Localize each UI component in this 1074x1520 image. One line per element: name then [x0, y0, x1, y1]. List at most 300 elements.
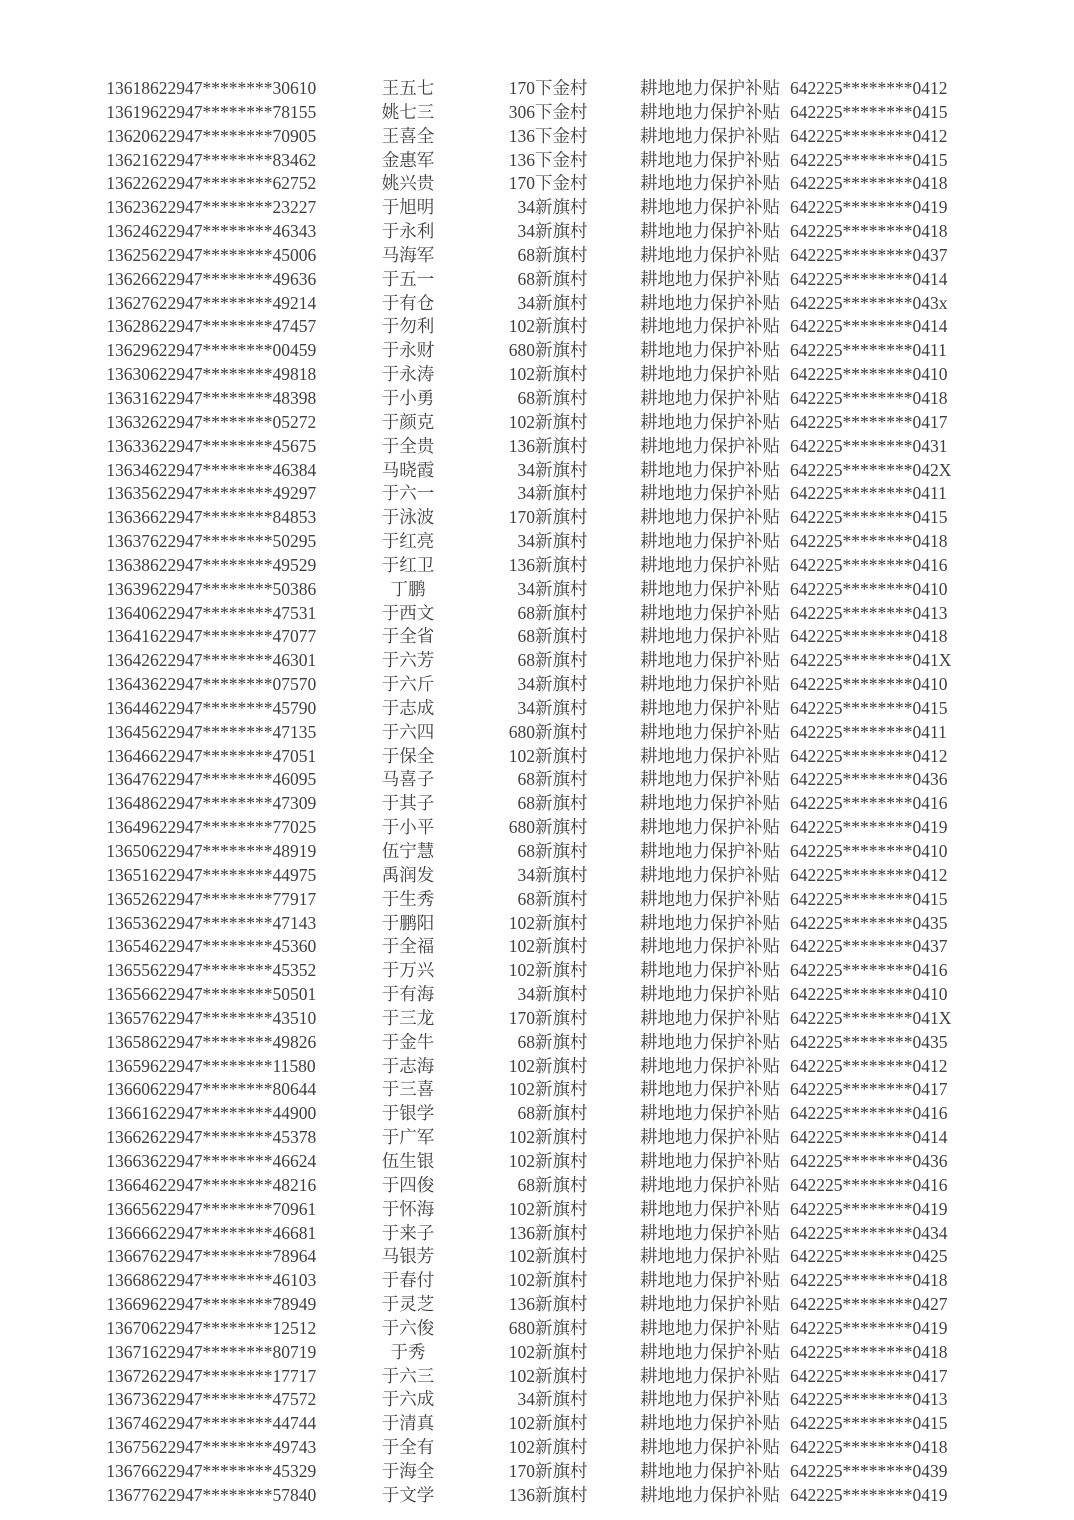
subsidy-amount: 102 [508, 960, 535, 981]
table-row [0, 602, 1074, 626]
table-row [0, 816, 1074, 840]
village-name: 新旗村 [535, 483, 588, 504]
subsidy-program: 耕地地力保护补贴 [640, 101, 780, 122]
id-number-masked: 622947********70905 [150, 125, 317, 146]
person-name: 姚兴贵 [381, 173, 435, 194]
subsidy-program: 耕地地力保护补贴 [640, 149, 780, 170]
subsidy-amount: 136 [508, 125, 535, 146]
table-row [0, 935, 1074, 959]
village-name: 新旗村 [535, 459, 588, 480]
village-name: 新旗村 [535, 1127, 588, 1148]
village-name: 新旗村 [535, 1150, 588, 1171]
subsidy-program: 耕地地力保护补贴 [640, 674, 780, 695]
subsidy-program: 耕地地力保护补贴 [640, 364, 780, 385]
person-name: 于六成 [381, 1389, 435, 1410]
row-number: 13673 [106, 1389, 150, 1410]
village-name: 新旗村 [535, 1484, 588, 1505]
person-name: 于西文 [381, 602, 435, 623]
subsidy-program: 耕地地力保护补贴 [640, 1150, 780, 1171]
village-name: 新旗村 [535, 674, 588, 695]
id-number-masked: 622947********46384 [150, 459, 317, 480]
bank-account-masked: 642225********0417 [790, 1365, 948, 1386]
village-name: 新旗村 [535, 1317, 588, 1338]
subsidy-amount: 680 [508, 340, 535, 361]
subsidy-program: 耕地地力保护补贴 [640, 888, 780, 909]
subsidy-amount: 170 [508, 1007, 535, 1028]
village-name: 新旗村 [535, 1246, 588, 1267]
person-name: 于有仓 [381, 292, 435, 313]
person-name: 于全省 [381, 626, 435, 647]
subsidy-program: 耕地地力保护补贴 [640, 817, 780, 838]
subsidy-amount: 102 [508, 936, 535, 957]
table-row [0, 1245, 1074, 1269]
id-number-masked: 622947********48398 [150, 387, 317, 408]
id-number-masked: 622947********47531 [150, 602, 317, 623]
id-number-masked: 622947********45790 [150, 697, 317, 718]
id-number-masked: 622947********46624 [150, 1150, 317, 1171]
id-number-masked: 622947********50295 [150, 531, 317, 552]
subsidy-program: 耕地地力保护补贴 [640, 745, 780, 766]
village-name: 新旗村 [535, 769, 588, 790]
bank-account-masked: 642225********0439 [790, 1460, 948, 1481]
subsidy-amount: 68 [517, 1031, 535, 1052]
subsidy-amount: 68 [517, 387, 535, 408]
row-number: 13653 [106, 912, 150, 933]
subsidy-amount: 34 [517, 531, 535, 552]
person-name: 于保全 [381, 745, 435, 766]
table-row [0, 196, 1074, 220]
id-number-masked: 622947********47457 [150, 316, 317, 337]
subsidy-amount: 680 [508, 721, 535, 742]
subsidy-program: 耕地地力保护补贴 [640, 125, 780, 146]
bank-account-masked: 642225********042X [790, 459, 952, 480]
bank-account-masked: 642225********0419 [790, 1317, 948, 1338]
table-row [0, 792, 1074, 816]
person-name: 伍宁慧 [381, 841, 435, 861]
bank-account-masked: 642225********0410 [790, 674, 948, 695]
subsidy-program: 耕地地力保护补贴 [640, 387, 780, 408]
bank-account-masked: 642225********0414 [790, 1127, 948, 1148]
row-number: 13662 [106, 1127, 150, 1148]
subsidy-program: 耕地地力保护补贴 [640, 721, 780, 742]
row-number: 13669 [106, 1294, 150, 1315]
person-name: 马银芳 [381, 1246, 435, 1267]
subsidy-amount: 102 [508, 1198, 535, 1219]
village-name: 新旗村 [535, 435, 588, 456]
row-number: 13641 [106, 626, 150, 647]
subsidy-program: 耕地地力保护补贴 [640, 864, 780, 885]
person-name: 于三喜 [381, 1079, 435, 1100]
person-name: 于其子 [381, 793, 435, 814]
subsidy-program: 耕地地力保护补贴 [640, 960, 780, 981]
person-name: 于永财 [381, 340, 435, 361]
id-number-masked: 622947********62752 [150, 173, 317, 194]
id-number-masked: 622947********46301 [150, 650, 317, 671]
row-number: 13656 [106, 984, 150, 1005]
bank-account-masked: 642225********0416 [790, 554, 948, 575]
row-number: 13672 [106, 1365, 150, 1386]
id-number-masked: 622947********44975 [150, 864, 317, 885]
subsidy-amount: 34 [517, 697, 535, 718]
village-name: 新旗村 [535, 244, 588, 265]
bank-account-masked: 642225********0418 [790, 1270, 948, 1291]
village-name: 下金村 [535, 149, 588, 170]
bank-account-masked: 642225********0417 [790, 1079, 948, 1100]
table-row [0, 1055, 1074, 1079]
id-number-masked: 622947********46103 [150, 1270, 317, 1291]
id-number-masked: 622947********77025 [150, 817, 317, 838]
subsidy-program: 耕地地力保护补贴 [640, 1007, 780, 1028]
subsidy-amount: 136 [508, 554, 535, 575]
subsidy-program: 耕地地力保护补贴 [640, 793, 780, 814]
village-name: 新旗村 [535, 984, 588, 1005]
subsidy-amount: 136 [508, 1484, 535, 1505]
subsidy-amount: 34 [517, 864, 535, 885]
subsidy-program: 耕地地力保护补贴 [640, 1413, 780, 1434]
village-name: 新旗村 [535, 721, 588, 742]
bank-account-masked: 642225********0413 [790, 602, 948, 623]
person-name: 于四俊 [381, 1174, 435, 1195]
table-row [0, 459, 1074, 483]
id-number-masked: 622947********50501 [150, 984, 317, 1005]
id-number-masked: 622947********78155 [150, 101, 317, 122]
village-name: 新旗村 [535, 960, 588, 981]
village-name: 新旗村 [535, 578, 588, 599]
village-name: 新旗村 [535, 1341, 588, 1362]
row-number: 13659 [106, 1055, 150, 1076]
subsidy-program: 耕地地力保护补贴 [640, 602, 780, 623]
village-name: 下金村 [535, 173, 588, 194]
id-number-masked: 622947********44900 [150, 1103, 317, 1124]
table-row [0, 649, 1074, 673]
subsidy-amount: 102 [508, 1413, 535, 1434]
row-number: 13665 [106, 1198, 150, 1219]
row-number: 13667 [106, 1246, 150, 1267]
village-name: 新旗村 [535, 554, 588, 575]
id-number-masked: 622947********48216 [150, 1174, 317, 1195]
table-row [0, 315, 1074, 339]
village-name: 新旗村 [535, 1365, 588, 1386]
subsidy-program: 耕地地力保护补贴 [640, 531, 780, 552]
subsidy-amount: 34 [517, 674, 535, 695]
subsidy-amount: 102 [508, 1365, 535, 1386]
person-name: 于六一 [381, 483, 435, 504]
village-name: 下金村 [535, 78, 588, 98]
subsidy-amount: 102 [508, 364, 535, 385]
table-row [0, 673, 1074, 697]
subsidy-amount: 34 [517, 578, 535, 599]
row-number: 13661 [106, 1103, 150, 1124]
person-name: 王喜全 [381, 125, 435, 146]
village-name: 新旗村 [535, 864, 588, 885]
id-number-masked: 622947********46343 [150, 221, 317, 242]
village-name: 新旗村 [535, 1174, 588, 1195]
row-number: 13646 [106, 745, 150, 766]
row-number: 13626 [106, 268, 150, 289]
row-number: 13677 [106, 1484, 150, 1505]
table-row [0, 125, 1074, 149]
village-name: 新旗村 [535, 1055, 588, 1076]
bank-account-masked: 642225********0418 [790, 531, 948, 552]
id-number-masked: 622947********57840 [150, 1484, 317, 1505]
subsidy-program: 耕地地力保护补贴 [640, 1103, 780, 1124]
subsidy-program: 耕地地力保护补贴 [640, 1270, 780, 1291]
table-row [0, 1198, 1074, 1222]
person-name: 于小勇 [381, 387, 435, 408]
table-row [0, 745, 1074, 769]
id-number-masked: 622947********49297 [150, 483, 317, 504]
row-number: 13634 [106, 459, 150, 480]
bank-account-masked: 642225********0427 [790, 1294, 948, 1315]
subsidy-amount: 170 [508, 78, 535, 98]
table-row [0, 1269, 1074, 1293]
row-number: 13663 [106, 1150, 150, 1171]
table-row [0, 697, 1074, 721]
village-name: 下金村 [535, 125, 588, 146]
subsidy-program: 耕地地力保护补贴 [640, 769, 780, 790]
table-row [0, 1078, 1074, 1102]
bank-account-masked: 642225********0418 [790, 1437, 948, 1458]
table-row [0, 864, 1074, 888]
person-name: 马海军 [381, 244, 435, 265]
subsidy-amount: 102 [508, 912, 535, 933]
table-row [0, 888, 1074, 912]
subsidy-program: 耕地地力保护补贴 [640, 1031, 780, 1052]
subsidy-program: 耕地地力保护补贴 [640, 984, 780, 1005]
subsidy-amount: 34 [517, 292, 535, 313]
bank-account-masked: 642225********0418 [790, 221, 948, 242]
village-name: 新旗村 [535, 650, 588, 671]
row-number: 13654 [106, 936, 150, 957]
subsidy-program: 耕地地力保护补贴 [640, 1127, 780, 1148]
person-name: 于广军 [381, 1127, 435, 1148]
village-name: 新旗村 [535, 602, 588, 623]
person-name: 于六芳 [381, 650, 435, 671]
id-number-masked: 622947********47309 [150, 793, 317, 814]
subsidy-program: 耕地地力保护补贴 [640, 1460, 780, 1481]
person-name: 于勿利 [381, 316, 435, 337]
subsidy-amount: 102 [508, 1246, 535, 1267]
id-number-masked: 622947********80644 [150, 1079, 317, 1100]
table-row [0, 435, 1074, 459]
person-name: 于全福 [381, 936, 435, 957]
row-number: 13664 [106, 1174, 150, 1195]
village-name: 新旗村 [535, 697, 588, 718]
bank-account-masked: 642225********0434 [790, 1222, 948, 1243]
row-number: 13671 [106, 1341, 150, 1362]
bank-account-masked: 642225********0418 [790, 173, 948, 194]
person-name: 于灵芝 [381, 1294, 435, 1315]
person-name: 于生秀 [381, 888, 435, 909]
bank-account-masked: 642225********0415 [790, 888, 948, 909]
person-name: 王五七 [381, 78, 435, 98]
bank-account-masked: 642225********0436 [790, 769, 948, 790]
subsidy-amount: 102 [508, 1437, 535, 1458]
bank-account-masked: 642225********0415 [790, 507, 948, 528]
subsidy-program: 耕地地力保护补贴 [640, 1341, 780, 1362]
id-number-masked: 622947********17717 [150, 1365, 317, 1386]
subsidy-table [0, 77, 1074, 1508]
subsidy-amount: 34 [517, 221, 535, 242]
bank-account-masked: 642225********0414 [790, 316, 948, 337]
bank-account-masked: 642225********0413 [790, 1389, 948, 1410]
id-number-masked: 622947********45352 [150, 960, 317, 981]
row-number: 13637 [106, 531, 150, 552]
id-number-masked: 622947********50386 [150, 578, 317, 599]
bank-account-masked: 642225********0412 [790, 1055, 948, 1076]
person-name: 于秀 [390, 1341, 426, 1362]
person-name: 于六三 [381, 1365, 435, 1386]
village-name: 新旗村 [535, 1103, 588, 1124]
bank-account-masked: 642225********041X [790, 1007, 952, 1028]
id-number-masked: 622947********47143 [150, 912, 317, 933]
subsidy-program: 耕地地力保护补贴 [640, 1484, 780, 1505]
person-name: 于海全 [381, 1460, 435, 1481]
village-name: 新旗村 [535, 531, 588, 552]
id-number-masked: 622947********49743 [150, 1437, 317, 1458]
bank-account-masked: 642225********0437 [790, 244, 948, 265]
table-row [0, 1365, 1074, 1389]
person-name: 于春付 [381, 1270, 435, 1291]
id-number-masked: 622947********78949 [150, 1294, 317, 1315]
village-name: 新旗村 [535, 197, 588, 218]
table-row [0, 220, 1074, 244]
village-name: 新旗村 [535, 411, 588, 432]
village-name: 新旗村 [535, 1198, 588, 1219]
table-row [0, 77, 1074, 101]
subsidy-program: 耕地地力保护补贴 [640, 912, 780, 933]
subsidy-program: 耕地地力保护补贴 [640, 221, 780, 242]
id-number-masked: 622947********80719 [150, 1341, 317, 1362]
id-number-masked: 622947********05272 [150, 411, 317, 432]
table-row [0, 625, 1074, 649]
subsidy-amount: 102 [508, 1270, 535, 1291]
person-name: 于五一 [381, 268, 435, 289]
subsidy-program: 耕地地力保护补贴 [640, 936, 780, 957]
village-name: 新旗村 [535, 1294, 588, 1315]
row-number: 13639 [106, 578, 150, 599]
village-name: 新旗村 [535, 888, 588, 909]
subsidy-program: 耕地地力保护补贴 [640, 1174, 780, 1195]
person-name: 于旭明 [381, 197, 435, 218]
person-name: 于六斤 [381, 674, 435, 695]
person-name: 金惠军 [381, 149, 435, 170]
table-row [0, 1150, 1074, 1174]
table-row [0, 721, 1074, 745]
subsidy-amount: 68 [517, 268, 535, 289]
row-number: 13670 [106, 1317, 150, 1338]
subsidy-amount: 136 [508, 1222, 535, 1243]
id-number-masked: 622947********45006 [150, 244, 317, 265]
bank-account-masked: 642225********0435 [790, 1031, 948, 1052]
row-number: 13657 [106, 1007, 150, 1028]
subsidy-program: 耕地地力保护补贴 [640, 316, 780, 337]
person-name: 于怀海 [381, 1198, 435, 1219]
subsidy-amount: 68 [517, 769, 535, 790]
table-row [0, 912, 1074, 936]
row-number: 13635 [106, 483, 150, 504]
person-name: 于金牛 [381, 1031, 435, 1052]
row-number: 13619 [106, 101, 150, 122]
subsidy-amount: 102 [508, 1127, 535, 1148]
table-row [0, 1174, 1074, 1198]
subsidy-program: 耕地地力保护补贴 [640, 697, 780, 718]
table-row [0, 1460, 1074, 1484]
id-number-masked: 622947********45378 [150, 1127, 317, 1148]
village-name: 新旗村 [535, 268, 588, 289]
village-name: 新旗村 [535, 1437, 588, 1458]
person-name: 于来子 [381, 1222, 435, 1243]
id-number-masked: 622947********47051 [150, 745, 317, 766]
bank-account-masked: 642225********0435 [790, 912, 948, 933]
subsidy-amount: 34 [517, 459, 535, 480]
person-name: 伍生银 [381, 1150, 435, 1171]
village-name: 新旗村 [535, 316, 588, 337]
person-name: 于泳波 [381, 507, 435, 528]
row-number: 13647 [106, 769, 150, 790]
bank-account-masked: 642225********0418 [790, 387, 948, 408]
village-name: 新旗村 [535, 793, 588, 814]
row-number: 13624 [106, 221, 150, 242]
person-name: 于志海 [381, 1055, 435, 1076]
table-row [0, 1126, 1074, 1150]
row-number: 13632 [106, 411, 150, 432]
person-name: 于银学 [381, 1103, 435, 1124]
row-number: 13625 [106, 244, 150, 265]
bank-account-masked: 642225********0425 [790, 1246, 948, 1267]
table-row [0, 1484, 1074, 1508]
person-name: 马喜子 [381, 769, 435, 790]
table-row [0, 1222, 1074, 1246]
table-row [0, 292, 1074, 316]
bank-account-masked: 642225********0411 [790, 340, 947, 361]
table-row [0, 554, 1074, 578]
subsidy-amount: 68 [517, 888, 535, 909]
subsidy-amount: 68 [517, 841, 535, 861]
id-number-masked: 622947********45675 [150, 435, 317, 456]
person-name: 于全有 [381, 1437, 435, 1458]
subsidy-program: 耕地地力保护补贴 [640, 1055, 780, 1076]
row-number: 13621 [106, 149, 150, 170]
id-number-masked: 622947********49636 [150, 268, 317, 289]
id-number-masked: 622947********44744 [150, 1413, 317, 1434]
subsidy-program: 耕地地力保护补贴 [640, 507, 780, 528]
bank-account-masked: 642225********0416 [790, 960, 948, 981]
village-name: 新旗村 [535, 626, 588, 647]
subsidy-amount: 136 [508, 435, 535, 456]
table-row [0, 149, 1074, 173]
subsidy-amount: 170 [508, 507, 535, 528]
person-name: 马晓霞 [381, 459, 435, 480]
row-number: 13643 [106, 674, 150, 695]
id-number-masked: 622947********46681 [150, 1222, 317, 1243]
subsidy-program: 耕地地力保护补贴 [640, 244, 780, 265]
table-row [0, 339, 1074, 363]
id-number-masked: 622947********46095 [150, 769, 317, 790]
table-row [0, 1007, 1074, 1031]
subsidy-program: 耕地地力保护补贴 [640, 1198, 780, 1219]
id-number-masked: 622947********49529 [150, 554, 317, 575]
subsidy-program: 耕地地力保护补贴 [640, 292, 780, 313]
subsidy-amount: 68 [517, 650, 535, 671]
row-number: 13630 [106, 364, 150, 385]
person-name: 于红卫 [381, 554, 435, 575]
table-row [0, 959, 1074, 983]
table-row [0, 411, 1074, 435]
id-number-masked: 622947********12512 [150, 1317, 317, 1338]
id-number-masked: 622947********48919 [150, 841, 317, 861]
bank-account-masked: 642225********0414 [790, 268, 948, 289]
